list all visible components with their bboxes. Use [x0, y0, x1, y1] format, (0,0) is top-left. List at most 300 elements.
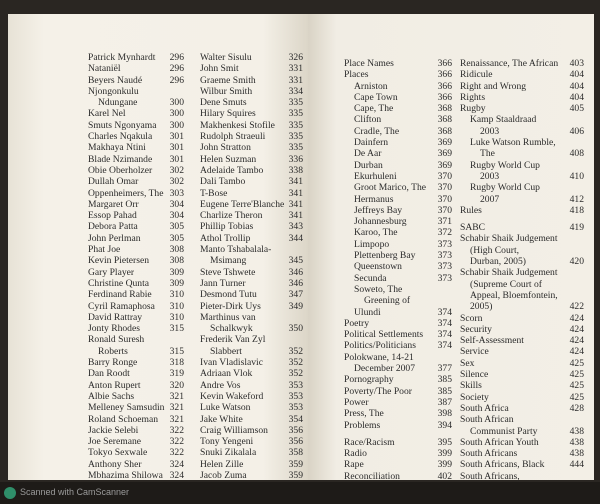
- index-entry: [460, 380, 584, 391]
- page-number: 304: [169, 198, 184, 210]
- index-entry: [88, 301, 184, 312]
- page-number: 343: [288, 221, 303, 233]
- index-entry: [344, 340, 452, 351]
- index-term: (Supreme Court of: [470, 278, 542, 290]
- index-term: Rudolph Straeuli: [200, 131, 266, 143]
- index-entry: [344, 250, 452, 261]
- index-term: Rights: [460, 91, 486, 103]
- index-term: Service: [460, 346, 489, 358]
- page-number: 369: [437, 159, 452, 171]
- page-number: 310: [169, 289, 184, 301]
- page-number: 310: [169, 311, 184, 323]
- index-term: Places: [344, 69, 369, 81]
- page-number: 368: [437, 103, 452, 115]
- page-number: 404: [569, 91, 584, 103]
- index-term: South Africans, Black: [460, 459, 545, 471]
- index-entry: [344, 363, 452, 374]
- page-number: 331: [288, 74, 303, 86]
- index-term: Charles Nqakula: [88, 131, 153, 143]
- index-entry: [344, 273, 452, 284]
- index-entry: [200, 210, 303, 221]
- index-entry: [460, 245, 584, 256]
- index-entry: [88, 142, 184, 153]
- index-entry: [460, 126, 584, 137]
- index-entry: [460, 160, 584, 171]
- index-entry: [460, 301, 584, 312]
- page-number: 403: [569, 58, 584, 69]
- scanner-footer: [0, 482, 600, 504]
- index-term: Jeffreys Bay: [354, 204, 403, 216]
- page-number: 321: [169, 402, 184, 414]
- index-entry: [88, 255, 184, 266]
- page-number: 424: [569, 335, 584, 347]
- index-term: Problems: [344, 419, 381, 431]
- index-entry: [344, 171, 452, 182]
- index-entry: [344, 58, 452, 69]
- index-term: Jonty Rhodes: [88, 323, 140, 335]
- index-entry: [88, 323, 184, 334]
- index-entry: [200, 244, 303, 255]
- index-term: Groot Marico, The: [354, 182, 427, 194]
- index-entry: [344, 307, 452, 318]
- index-entry: [460, 171, 584, 182]
- page-number: 406: [569, 125, 584, 137]
- page-number: 370: [437, 170, 452, 182]
- index-entry: [344, 386, 452, 397]
- page-number: 324: [169, 458, 184, 470]
- index-term: Press, The: [344, 408, 384, 420]
- index-term: Dan Roodt: [88, 368, 130, 380]
- index-entry: [344, 261, 452, 272]
- index-entry: [344, 126, 452, 137]
- index-entry: [88, 165, 184, 176]
- index-term: Security: [460, 323, 492, 335]
- index-term: Political Settlements: [344, 329, 424, 341]
- index-term: Slabbert: [210, 345, 242, 357]
- index-entry: [344, 137, 452, 148]
- index-entry: [460, 346, 584, 357]
- index-term: December 2007: [354, 363, 416, 375]
- index-entry: [88, 312, 184, 323]
- index-entry: [200, 63, 303, 74]
- scanner-watermark: Scanned with CamScanner: [20, 487, 130, 497]
- page-number: 315: [169, 323, 184, 335]
- index-entry: [88, 108, 184, 119]
- index-column-3: [344, 58, 452, 493]
- index-term: Rugby: [460, 103, 486, 115]
- index-entry: [200, 391, 303, 402]
- index-entry: [200, 120, 303, 131]
- index-entry: [88, 436, 184, 447]
- index-term: Ivan Vladislavic: [200, 357, 263, 369]
- page-number: 369: [437, 148, 452, 160]
- index-entry: [88, 391, 184, 402]
- index-term: Patrick Mynhardt: [88, 52, 156, 63]
- index-term: Desmond Tutu: [200, 289, 257, 301]
- index-term: Power: [344, 396, 369, 408]
- page-number: 319: [169, 368, 184, 380]
- index-entry: [88, 199, 184, 210]
- index-entry: [200, 447, 303, 458]
- index-term: Kevin Pietersen: [88, 255, 150, 267]
- index-term: Rugby World Cup: [470, 159, 540, 171]
- page-number: 318: [169, 357, 184, 369]
- page-number: 300: [169, 97, 184, 109]
- index-entry: [200, 368, 303, 379]
- page-number: 377: [437, 363, 452, 375]
- page-number: 374: [437, 340, 452, 352]
- index-term: Manto Tshabalala-: [200, 244, 272, 256]
- page-number: 305: [169, 221, 184, 233]
- index-term: Sex: [460, 357, 475, 369]
- index-column-4: [460, 58, 584, 493]
- index-term: John Smit: [200, 63, 239, 75]
- page-number: 395: [437, 436, 452, 448]
- page-number: 353: [288, 402, 303, 414]
- index-term: Poverty/The Poor: [344, 385, 412, 397]
- page-number: 308: [169, 244, 184, 256]
- index-term: T-Bose: [200, 187, 228, 199]
- page-number: 324: [169, 469, 184, 481]
- page-number: 399: [437, 448, 452, 460]
- index-entry: [200, 188, 303, 199]
- index-entry: [460, 222, 584, 233]
- page-number: 322: [169, 436, 184, 448]
- index-entry: [344, 408, 452, 419]
- page-number: 425: [569, 357, 584, 369]
- index-term: Blade Nzimande: [88, 153, 153, 165]
- index-entry: [88, 86, 184, 97]
- index-term: Cyril Ramaphosa: [88, 300, 155, 312]
- index-entry: [460, 194, 584, 205]
- index-term: Skills: [460, 380, 482, 392]
- index-term: The: [480, 148, 495, 160]
- index-entry: [88, 278, 184, 289]
- index-term: Jackie Selebi: [88, 424, 139, 436]
- index-term: Plettenberg Bay: [354, 250, 416, 262]
- page-number: 424: [569, 312, 584, 324]
- index-term: Reconciliation: [344, 470, 400, 482]
- index-term: Karel Nel: [88, 108, 126, 120]
- index-term: Queenstown: [354, 261, 402, 273]
- page-number: 372: [437, 227, 452, 239]
- index-entry: [344, 318, 452, 329]
- index-entry: [460, 437, 584, 448]
- index-entry: [460, 459, 584, 470]
- page-number: 335: [288, 108, 303, 120]
- page-number: 352: [288, 357, 303, 369]
- index-term: Adriaan Vlok: [200, 368, 253, 380]
- index-entry: [344, 182, 452, 193]
- page-number: 385: [437, 374, 452, 386]
- index-entry: [88, 221, 184, 232]
- index-entry: [344, 420, 452, 431]
- index-term: Walter Sisulu: [200, 52, 252, 63]
- index-term: SABC: [460, 222, 486, 234]
- page-number: 356: [288, 424, 303, 436]
- index-term: Dene Smuts: [200, 97, 247, 109]
- index-term: Race/Racism: [344, 436, 395, 448]
- index-entry: [344, 459, 452, 470]
- page-number: 353: [288, 390, 303, 402]
- index-entry: [88, 425, 184, 436]
- index-entry: [200, 402, 303, 413]
- page-number: 301: [169, 131, 184, 143]
- index-term: Makhaya Ntini: [88, 142, 146, 154]
- index-entry: [460, 324, 584, 335]
- page-number: 300: [169, 108, 184, 120]
- page-number: 302: [169, 176, 184, 188]
- index-entry: [460, 182, 584, 193]
- index-entry: [200, 278, 303, 289]
- index-term: Anthony Sher: [88, 458, 142, 470]
- page-number: 352: [288, 368, 303, 380]
- index-term: Tony Yengeni: [200, 436, 254, 448]
- index-entry: [88, 346, 184, 357]
- index-term: Rape: [344, 459, 364, 471]
- index-entry: [460, 137, 584, 148]
- index-entry: [460, 358, 584, 369]
- index-entry: [200, 176, 303, 187]
- index-entry: [200, 425, 303, 436]
- index-entry: [88, 210, 184, 221]
- page-number: 349: [288, 300, 303, 312]
- index-term: Jake White: [200, 413, 243, 425]
- index-entry: [88, 447, 184, 458]
- index-term: (High Court,: [470, 244, 520, 256]
- index-term: South Africa: [460, 402, 509, 414]
- page-number: 374: [437, 329, 452, 341]
- index-entry: [88, 414, 184, 425]
- index-term: Phat Joe: [88, 244, 121, 256]
- page-number: 331: [288, 63, 303, 75]
- page-number: 370: [437, 204, 452, 216]
- index-entry: [344, 103, 452, 114]
- index-term: Essop Pahad: [88, 210, 137, 222]
- page-number: 368: [437, 125, 452, 137]
- index-entry: [460, 267, 584, 278]
- index-term: 2007: [480, 193, 500, 205]
- index-term: Barry Ronge: [88, 357, 138, 369]
- page-number: 341: [288, 210, 303, 222]
- page-number: 302: [169, 164, 184, 176]
- index-term: Limpopo: [354, 238, 390, 250]
- page-number: 315: [169, 345, 184, 357]
- left-page: [8, 14, 308, 480]
- index-entry: [460, 369, 584, 380]
- index-entry: [200, 267, 303, 278]
- index-term: Dullah Omar: [88, 176, 139, 188]
- index-term: Silence: [460, 369, 489, 381]
- index-term: Adelaide Tambo: [200, 164, 264, 176]
- page-number: 366: [437, 58, 452, 69]
- index-entry: [460, 81, 584, 92]
- page-number: 366: [437, 80, 452, 92]
- index-term: Craig Williamson: [200, 424, 268, 436]
- page-number: 303: [169, 187, 184, 199]
- index-entry: [200, 334, 303, 345]
- index-term: 2003: [480, 170, 500, 182]
- index-entry: [460, 205, 584, 216]
- index-entry: [200, 380, 303, 391]
- index-entry: [344, 448, 452, 459]
- page-number: 296: [169, 74, 184, 86]
- page-number: 373: [437, 238, 452, 250]
- index-entry: [200, 131, 303, 142]
- index-term: Jann Turner: [200, 277, 246, 289]
- index-entry: [200, 357, 303, 368]
- index-term: Cape Town: [354, 91, 398, 103]
- index-entry: [344, 92, 452, 103]
- page-number: 321: [169, 390, 184, 402]
- index-entry: [344, 69, 452, 80]
- index-entry: [460, 290, 584, 301]
- index-entry: [460, 426, 584, 437]
- page-number: 304: [169, 210, 184, 222]
- index-entry: [460, 69, 584, 80]
- index-term: John Stratton: [200, 142, 251, 154]
- index-entry: [200, 97, 303, 108]
- index-entry: [200, 165, 303, 176]
- index-entry: [344, 160, 452, 171]
- index-term: Helen Zille: [200, 458, 244, 470]
- page-number: 402: [437, 470, 452, 482]
- page-number: 398: [437, 408, 452, 420]
- index-term: David Rattray: [88, 311, 143, 323]
- index-entry: [200, 459, 303, 470]
- index-entry: [200, 414, 303, 425]
- page-number: 301: [169, 142, 184, 154]
- index-entry: [200, 75, 303, 86]
- index-term: John Perlman: [88, 232, 141, 244]
- index-entry: [88, 154, 184, 165]
- page-number: 356: [288, 436, 303, 448]
- page-number: 341: [288, 187, 303, 199]
- index-term: Communist Party: [470, 425, 538, 437]
- index-entry: [344, 329, 452, 340]
- index-term: Smuts Ngonyama: [88, 119, 157, 131]
- page-number: 309: [169, 277, 184, 289]
- page-number: 341: [288, 176, 303, 188]
- page-number: 424: [569, 346, 584, 358]
- index-term: Ndungane: [98, 97, 138, 109]
- index-entry: [344, 239, 452, 250]
- index-entry: [460, 256, 584, 267]
- page-number: 321: [169, 413, 184, 425]
- index-entry: [344, 227, 452, 238]
- index-term: Nataniël: [88, 63, 121, 75]
- index-entry: [200, 470, 303, 481]
- page-number: 374: [437, 306, 452, 318]
- index-term: Place Names: [344, 58, 394, 69]
- index-entry: [344, 374, 452, 385]
- index-column-1: [88, 52, 184, 493]
- index-entry: [460, 313, 584, 324]
- page-number: 370: [437, 193, 452, 205]
- index-term: Ekurhuleni: [354, 170, 397, 182]
- index-term: Helen Suzman: [200, 153, 257, 165]
- page-number: 370: [437, 182, 452, 194]
- open-book: [8, 14, 594, 480]
- page-number: 369: [437, 137, 452, 149]
- index-term: Arniston: [354, 80, 388, 92]
- index-entry: [88, 357, 184, 368]
- index-entry: [200, 199, 303, 210]
- index-entry: [200, 221, 303, 232]
- index-term: Graeme Smith: [200, 74, 256, 86]
- page-number: 385: [437, 385, 452, 397]
- index-term: Hilary Squires: [200, 108, 256, 120]
- index-entry: [88, 120, 184, 131]
- page-number: 352: [288, 345, 303, 357]
- index-term: Wilbur Smith: [200, 85, 253, 97]
- index-entry: [200, 255, 303, 266]
- page-number: 346: [288, 277, 303, 289]
- index-entry: [344, 352, 452, 363]
- index-entry: [460, 448, 584, 459]
- page-number: 335: [288, 131, 303, 143]
- page-number: 399: [437, 459, 452, 471]
- index-term: Johannesburg: [354, 216, 407, 228]
- index-entry: [88, 368, 184, 379]
- index-term: Politics/Politicians: [344, 340, 416, 352]
- index-term: Pieter-Dirk Uys: [200, 300, 261, 312]
- page-number: 412: [569, 193, 584, 205]
- index-term: Cape, The: [354, 103, 394, 115]
- index-term: Greening of: [364, 295, 411, 307]
- index-entry: [88, 75, 184, 86]
- index-term: Luke Watson Rumble,: [470, 137, 556, 149]
- page-number: 374: [437, 317, 452, 329]
- index-term: Anton Rupert: [88, 379, 141, 391]
- index-term: Secunda: [354, 272, 387, 284]
- index-term: Makhenkesi Stofile: [200, 119, 275, 131]
- index-entry: [460, 114, 584, 125]
- index-term: Oppenheimers, The: [88, 187, 164, 199]
- page-number: 408: [569, 148, 584, 160]
- index-entry: [88, 97, 184, 108]
- page-number: 305: [169, 232, 184, 244]
- index-entry: [200, 301, 303, 312]
- index-term: Polokwane, 14-21: [344, 351, 414, 363]
- index-term: Roberts: [98, 345, 128, 357]
- index-term: Roland Schoeman: [88, 413, 159, 425]
- index-entry: [88, 380, 184, 391]
- page-number: 418: [569, 204, 584, 216]
- index-entry: [344, 471, 452, 482]
- index-entry: [88, 176, 184, 187]
- index-term: Renaissance, The African: [460, 58, 559, 69]
- index-term: Ulundi: [354, 306, 381, 318]
- index-term: Durban, 2005): [470, 256, 526, 268]
- page-number: 438: [569, 436, 584, 448]
- index-term: South African Youth: [460, 436, 539, 448]
- page-number: 353: [288, 379, 303, 391]
- index-entry: [460, 392, 584, 403]
- page-number: 425: [569, 391, 584, 403]
- index-entry: [344, 295, 452, 306]
- page-number: 373: [437, 272, 452, 284]
- index-term: Durban: [354, 159, 383, 171]
- page-number: 322: [169, 447, 184, 459]
- index-entry: [200, 86, 303, 97]
- index-term: Phillip Tobias: [200, 221, 254, 233]
- page-number: 387: [437, 396, 452, 408]
- index-term: Appeal, Bloemfontein,: [470, 289, 558, 301]
- index-term: Clifton: [354, 114, 382, 126]
- index-term: Tokyo Sexwale: [88, 447, 148, 459]
- page-number: 405: [569, 103, 584, 115]
